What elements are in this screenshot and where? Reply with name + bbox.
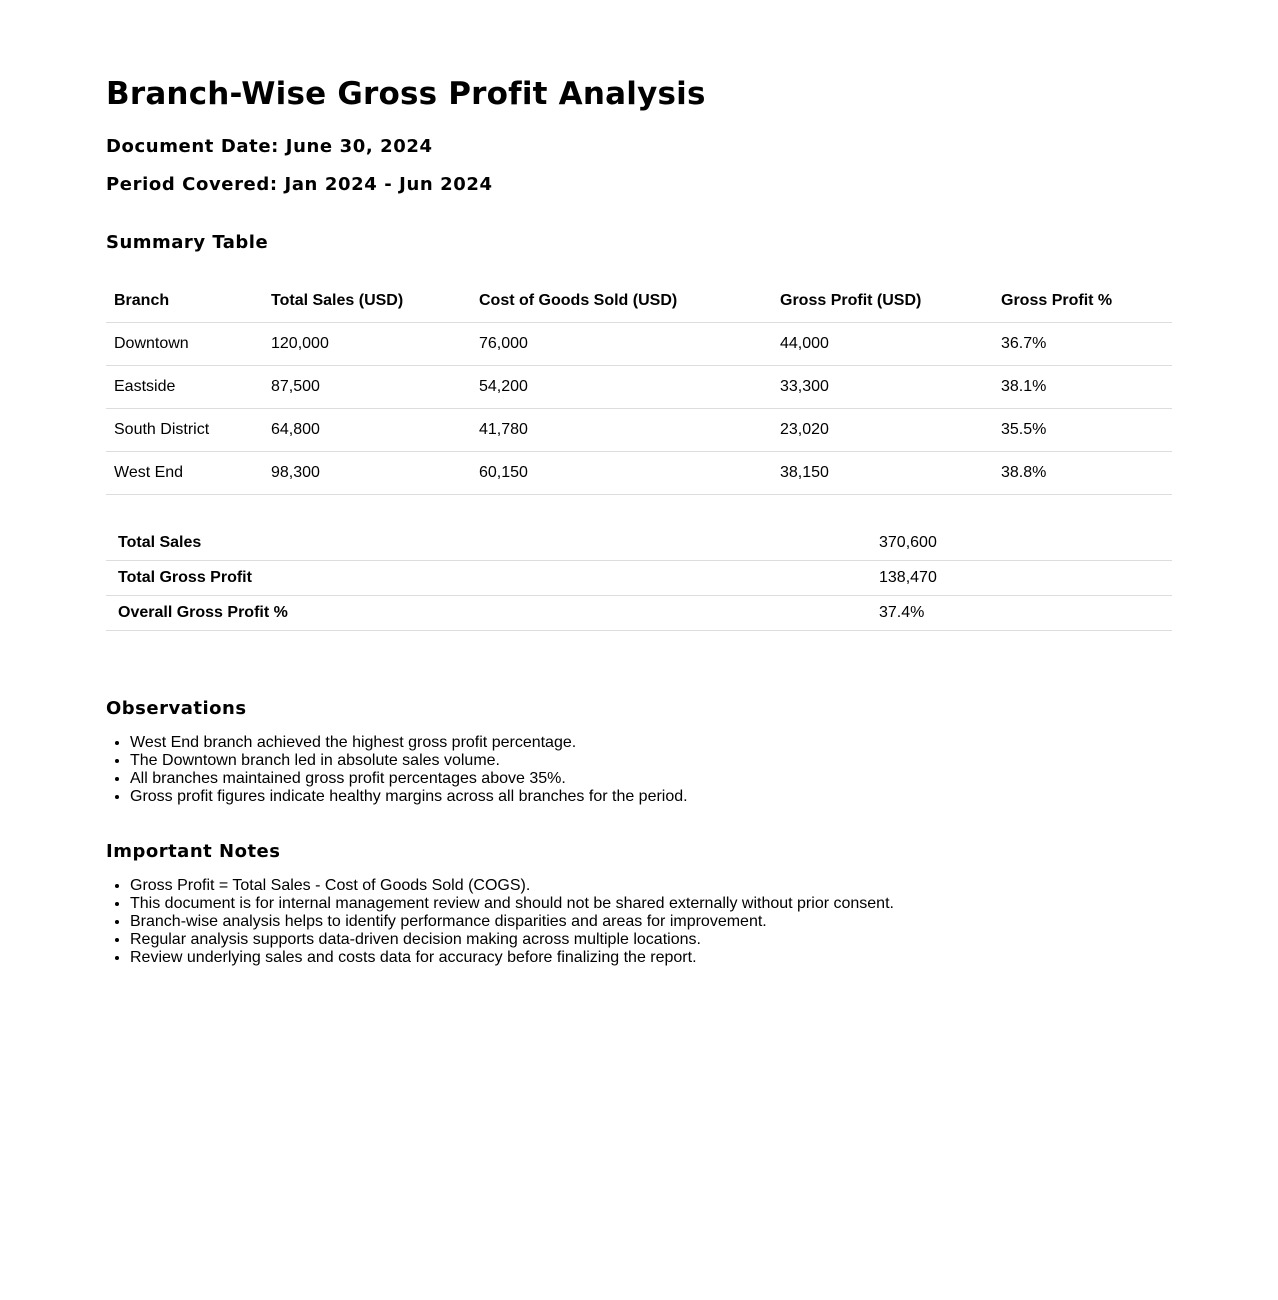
column-header-cogs: Cost of Goods Sold (USD) xyxy=(471,279,772,323)
cell-gross-profit: 38,150 xyxy=(772,452,993,495)
cell-gross-profit: 33,300 xyxy=(772,366,993,409)
list-item: • This document is for internal management review and should not be shared externally without prior consent. xyxy=(130,895,1172,913)
column-header-gross-profit-pct: Gross Profit % xyxy=(993,279,1172,323)
period-covered: Period Covered: Jan 2024 - Jun 2024 xyxy=(106,174,493,195)
list-item: • Review underlying sales and costs data for accuracy before finalizing the report. xyxy=(130,949,1172,967)
table-row xyxy=(106,323,1172,366)
observations-heading: Observations xyxy=(106,698,247,719)
cell-cogs: 76,000 xyxy=(471,323,772,366)
totals-label-overall-gross-profit-pct: Overall Gross Profit % xyxy=(106,596,867,631)
totals-label-total-sales: Total Sales xyxy=(106,526,867,561)
document-page xyxy=(106,0,1172,967)
notes-heading: Important Notes xyxy=(106,841,281,862)
cell-cogs: 54,200 xyxy=(471,366,772,409)
list-item: • All branches maintained gross profit percentages above 35%. xyxy=(130,770,1172,788)
observations-list xyxy=(106,734,1172,806)
list-item: • Regular analysis supports data-driven decision making across multiple locations. xyxy=(130,931,1172,949)
column-header-branch: Branch xyxy=(106,279,263,323)
totals-value-total-gross-profit: 138,470 xyxy=(867,561,1172,596)
totals-value-total-sales: 370,600 xyxy=(867,526,1172,561)
list-item: • The Downtown branch led in absolute sales volume. xyxy=(130,752,1172,770)
cell-branch: South District xyxy=(106,409,263,452)
list-item: • Gross Profit = Total Sales - Cost of Goods Sold (COGS). xyxy=(130,877,1172,895)
totals-row xyxy=(106,596,1172,631)
totals-table xyxy=(106,526,1172,631)
list-item: • West End branch achieved the highest gross profit percentage. xyxy=(130,734,1172,752)
cell-total-sales: 87,500 xyxy=(263,366,471,409)
cell-gross-profit-pct: 38.8% xyxy=(993,452,1172,495)
cell-gross-profit-pct: 36.7% xyxy=(993,323,1172,366)
cell-total-sales: 64,800 xyxy=(263,409,471,452)
cell-cogs: 60,150 xyxy=(471,452,772,495)
cell-gross-profit-pct: 38.1% xyxy=(993,366,1172,409)
cell-gross-profit: 44,000 xyxy=(772,323,993,366)
page-title: Branch-Wise Gross Profit Analysis xyxy=(106,76,706,112)
table-row xyxy=(106,366,1172,409)
list-item: • Branch-wise analysis helps to identify performance disparities and areas for improvement. xyxy=(130,913,1172,931)
list-item: • Gross profit figures indicate healthy margins across all branches for the period. xyxy=(130,788,1172,806)
summary-table xyxy=(106,279,1172,495)
cell-total-sales: 98,300 xyxy=(263,452,471,495)
cell-branch: West End xyxy=(106,452,263,495)
table-header-row xyxy=(106,279,1172,323)
cell-branch: Downtown xyxy=(106,323,263,366)
totals-row xyxy=(106,526,1172,561)
document-date: Document Date: June 30, 2024 xyxy=(106,136,433,157)
summary-heading: Summary Table xyxy=(106,232,269,253)
cell-gross-profit: 23,020 xyxy=(772,409,993,452)
notes-list xyxy=(106,877,1172,967)
cell-total-sales: 120,000 xyxy=(263,323,471,366)
table-row xyxy=(106,409,1172,452)
cell-gross-profit-pct: 35.5% xyxy=(993,409,1172,452)
table-row xyxy=(106,452,1172,495)
totals-label-total-gross-profit: Total Gross Profit xyxy=(106,561,867,596)
column-header-total-sales: Total Sales (USD) xyxy=(263,279,471,323)
totals-value-overall-gross-profit-pct: 37.4% xyxy=(867,596,1172,631)
cell-cogs: 41,780 xyxy=(471,409,772,452)
totals-row xyxy=(106,561,1172,596)
column-header-gross-profit: Gross Profit (USD) xyxy=(772,279,993,323)
cell-branch: Eastside xyxy=(106,366,263,409)
